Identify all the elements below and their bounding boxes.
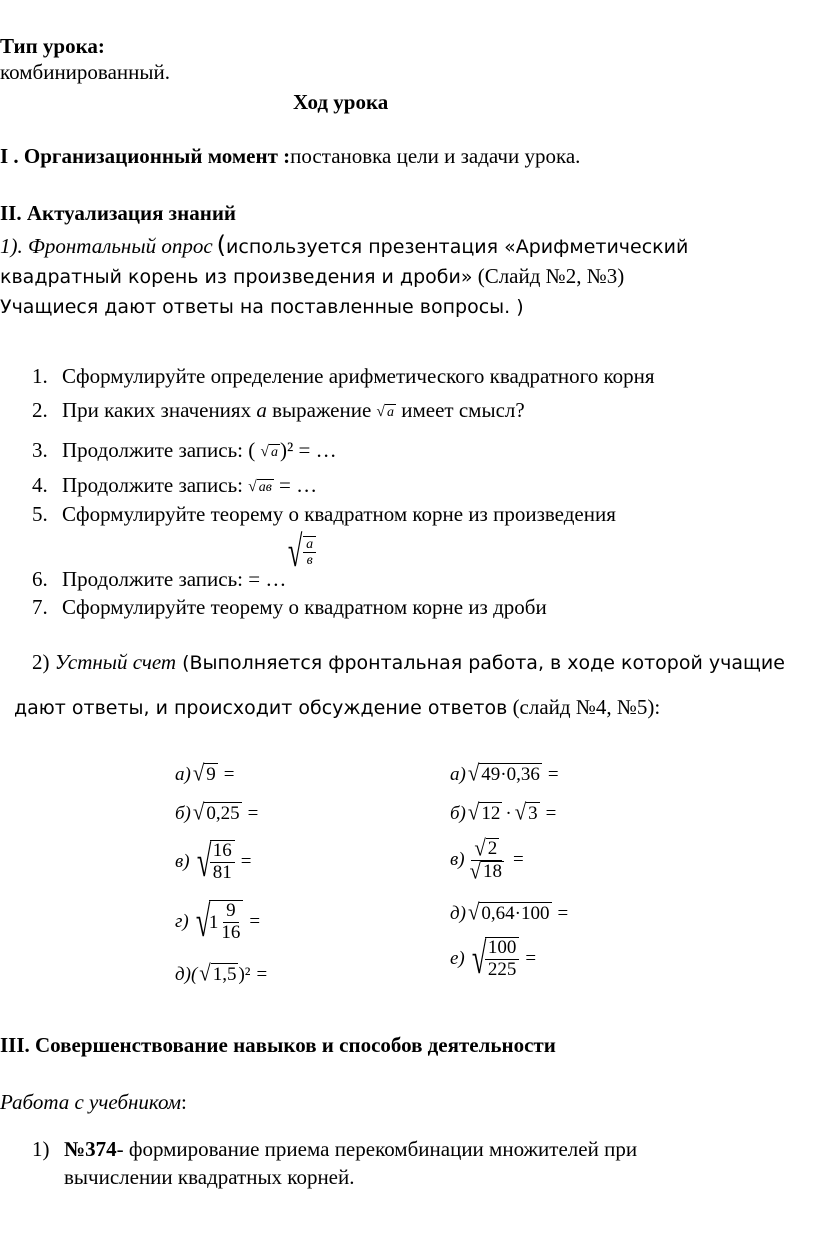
sqrt-fraction-image: √ $\frac{а}{в}$ bbox=[283, 530, 316, 574]
example-left-d: г) √ 1 $\frac{9}{16}$ = bbox=[175, 897, 261, 946]
lesson-type-label: Тип урока: bbox=[0, 34, 105, 58]
oral-count-line2: дают ответы, и происходит обсуждение ответов (слайд №4, №5): bbox=[14, 695, 661, 719]
example-right-a: а) √ 49·0,36 = bbox=[450, 759, 559, 787]
section2-title: II. Актуализация знаний bbox=[0, 201, 237, 225]
section1: I . Организационный момент :постановка цели и задачи урока. bbox=[0, 144, 581, 168]
example-right-c: в) √ 2 √ 18 = bbox=[450, 834, 524, 884]
sqrt-a-image: √ а bbox=[260, 442, 278, 460]
list-item: 6. Продолжите запись: = … bbox=[32, 567, 287, 591]
list-item: 1. Сформулируйте определение арифметического квадратного корня bbox=[32, 364, 655, 388]
example-right-d: д) √ 0,64·100 = bbox=[450, 898, 569, 926]
example-right-b: б) √ 12 · √ 3 = bbox=[450, 798, 557, 826]
sqrt-ab-image: √ ав bbox=[248, 477, 272, 495]
list-item-continuation: вычислении квадратных корней. bbox=[64, 1165, 355, 1189]
example-right-e: е) √ $\frac{100}{225}$ = bbox=[450, 934, 537, 983]
example-left-a: а) √ 9 = bbox=[175, 759, 235, 787]
example-left-e: д)( √ 1,5 )² = bbox=[175, 959, 268, 987]
example-left-c: в) √ $\frac{16}{81}$ = bbox=[175, 837, 252, 886]
course-title: Ход урока bbox=[293, 90, 389, 114]
section2-para3: Учащиеся дают ответы на поставленные вопросы. ) bbox=[0, 296, 524, 318]
section2-para1: 1). Фронтальный опрос (используется презентация «Арифметический bbox=[0, 231, 689, 259]
list-item: 4. Продолжите запись: √ ав = … bbox=[32, 473, 318, 497]
sqrt-a-image: √ а bbox=[376, 402, 394, 420]
section3-title: III. Совершенствование навыков и способов деятельности bbox=[0, 1033, 556, 1057]
list-item: 2. При каких значениях а выражение √ а имеет смысл? bbox=[32, 398, 525, 422]
oral-count-line1: 2) Устный счет (Выполняется фронтальная работа, в ходе которой учащие bbox=[32, 650, 785, 674]
work-with-textbook: Работа с учебником: bbox=[0, 1090, 187, 1114]
section2-para2: квадратный корень из произведения и дроби» (Слайд №2, №3) bbox=[0, 264, 625, 288]
list-item: 1) №374- формирование приема перекомбинации множителей при bbox=[32, 1137, 638, 1161]
list-item: 7. Сформулируйте теорему о квадратном корне из дроби bbox=[32, 595, 547, 619]
lesson-type-value: комбинированный. bbox=[0, 60, 170, 84]
list-item: 5. Сформулируйте теорему о квадратном корне из произведения bbox=[32, 502, 616, 526]
example-left-b: б) √ 0,25 = bbox=[175, 798, 259, 826]
list-item: 3. Продолжите запись: ( √ а)² = … bbox=[32, 438, 337, 462]
